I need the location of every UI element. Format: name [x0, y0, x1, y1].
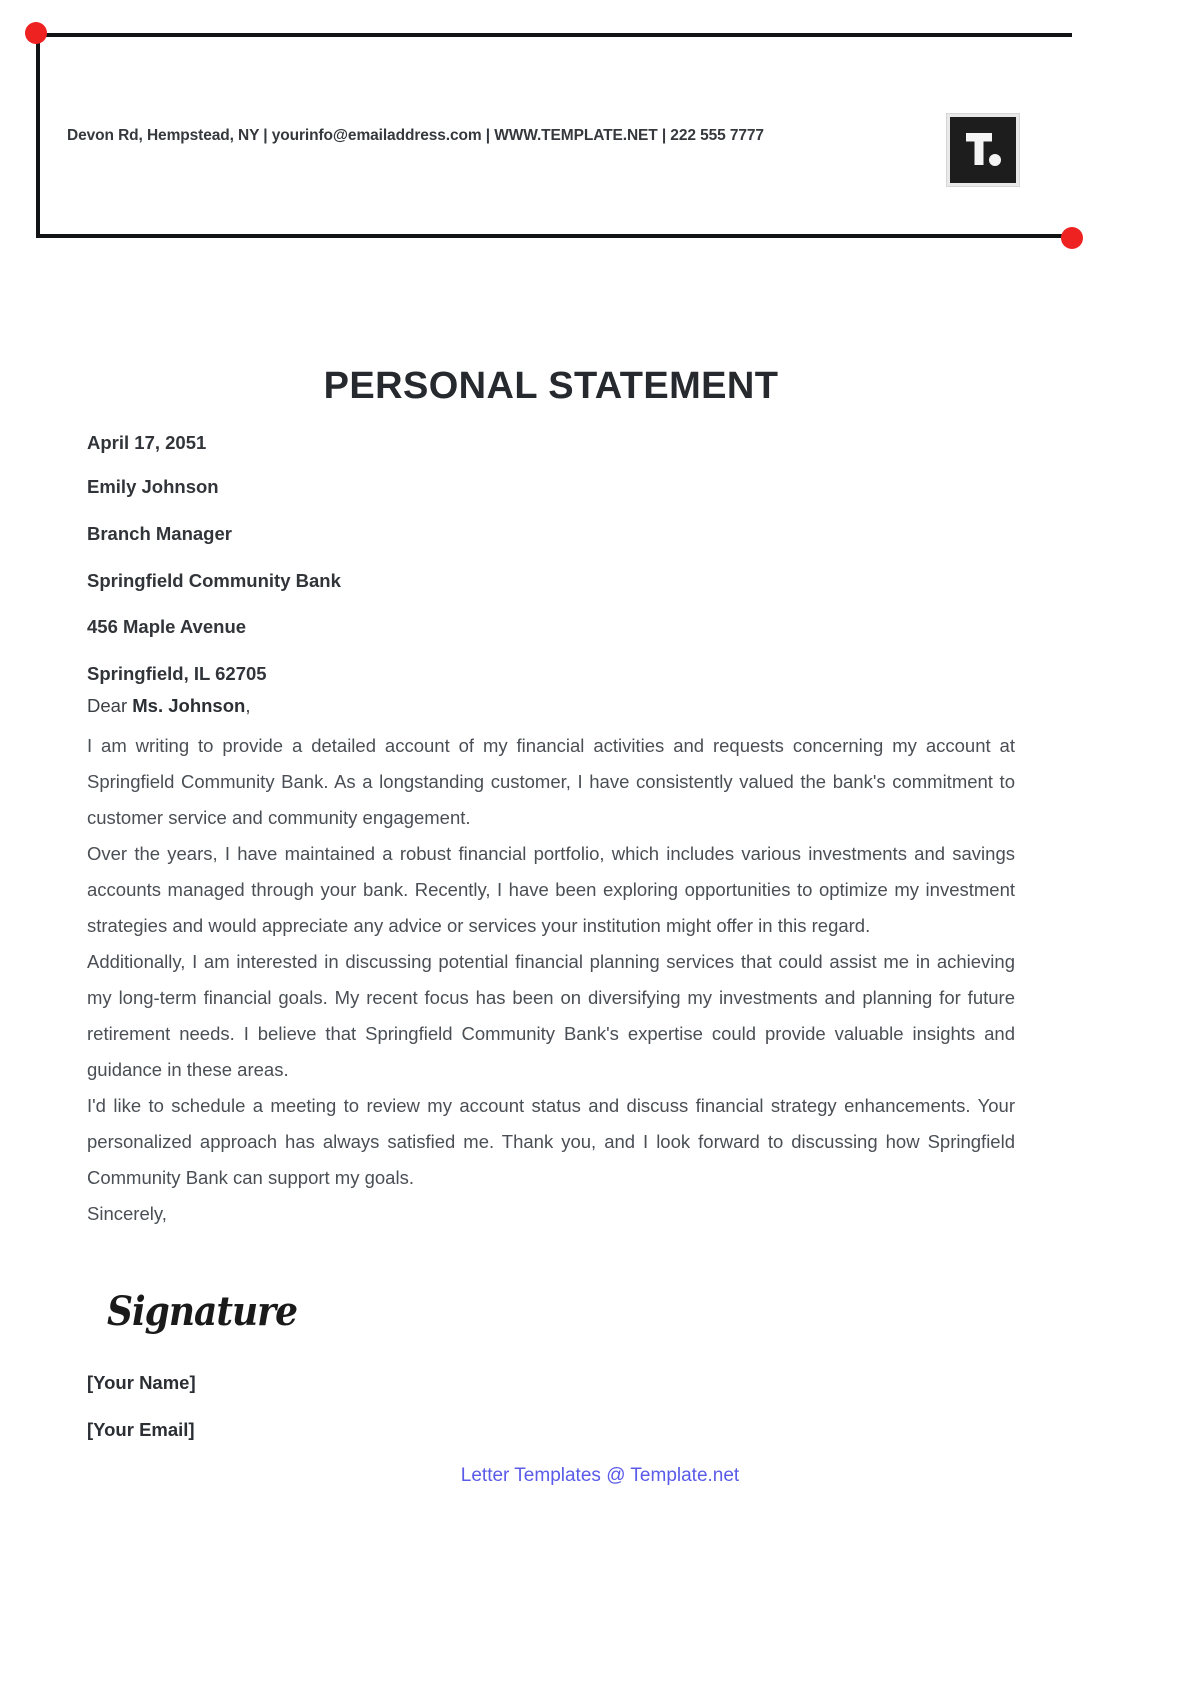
body-paragraph-3: Additionally, I am interested in discussing potential financial planning services that could assist me in achieving my long-term financial goals. My recent focus has been on diversifying my investments and planning for future retirement needs. I believe that Springfield Community Bank's expertise could provide valuable insights and guidance in these areas.	[87, 951, 1015, 1080]
salutation-prefix: Dear	[87, 695, 133, 716]
recipient-organization: Springfield Community Bank	[87, 569, 341, 591]
recipient-address-block	[87, 432, 1015, 710]
letter-body	[87, 728, 1015, 1232]
recipient-job-title: Branch Manager	[87, 522, 232, 544]
body-paragraph-4: I'd like to schedule a meeting to review my account status and discuss financial strategy enhancements. Your personalized approach has always satisfied me. Thank you, and I look forward to discussing how Springfield Community Bank can support my goals.	[87, 1095, 1015, 1188]
footer-template-net-link[interactable]: Template.net	[630, 1465, 740, 1486]
salutation-suffix: ,	[245, 695, 251, 716]
body-paragraph-1: I am writing to provide a detailed account of my financial activities and requests concerning my account at Springfield Community Bank. As a longstanding customer, I have consistently valued the bank's commitment to customer service and community engagement.	[87, 735, 1015, 828]
closing-line: Sincerely,	[87, 1203, 167, 1224]
frame-border-left	[36, 33, 40, 238]
page-footer	[0, 1465, 1200, 1487]
recipient-name: Emily Johnson	[87, 476, 219, 498]
salutation-line	[87, 695, 250, 717]
header-contact-line: Devon Rd, Hempstead, NY | yourinfo@emailaddress.com | WWW.TEMPLATE.NET | 222 555 7777	[67, 127, 764, 144]
signer-name-placeholder: [Your Name]	[87, 1372, 196, 1393]
page-title: PERSONAL STATEMENT	[323, 365, 779, 407]
recipient-city-state-zip: Springfield, IL 62705	[87, 662, 267, 684]
letterhead-frame	[36, 33, 1072, 238]
letter-date: April 17, 2051	[87, 432, 207, 453]
footer-separator: @	[606, 1465, 631, 1486]
frame-border-bottom	[36, 234, 1072, 238]
body-paragraph-2: Over the years, I have maintained a robust financial portfolio, which includes various investments and savings accounts managed through your bank. Recently, I have been exploring opportunities to optimize my investment strategies and would appreciate any advice or services your institution might offer in this regard.	[87, 843, 1015, 936]
footer-prefix: Letter Templates	[460, 1465, 607, 1486]
frame-border-top	[36, 33, 1072, 37]
template-net-logo-icon	[947, 114, 1019, 186]
signature-mark: Signature	[107, 1288, 298, 1336]
accent-dot-top-left-icon	[25, 22, 47, 44]
signer-fields	[87, 1372, 1015, 1466]
accent-dot-bottom-right-icon	[1061, 227, 1083, 249]
recipient-street: 456 Maple Avenue	[87, 616, 247, 638]
salutation-name: Ms. Johnson	[132, 695, 246, 716]
signer-email-placeholder: [Your Email]	[87, 1419, 195, 1440]
